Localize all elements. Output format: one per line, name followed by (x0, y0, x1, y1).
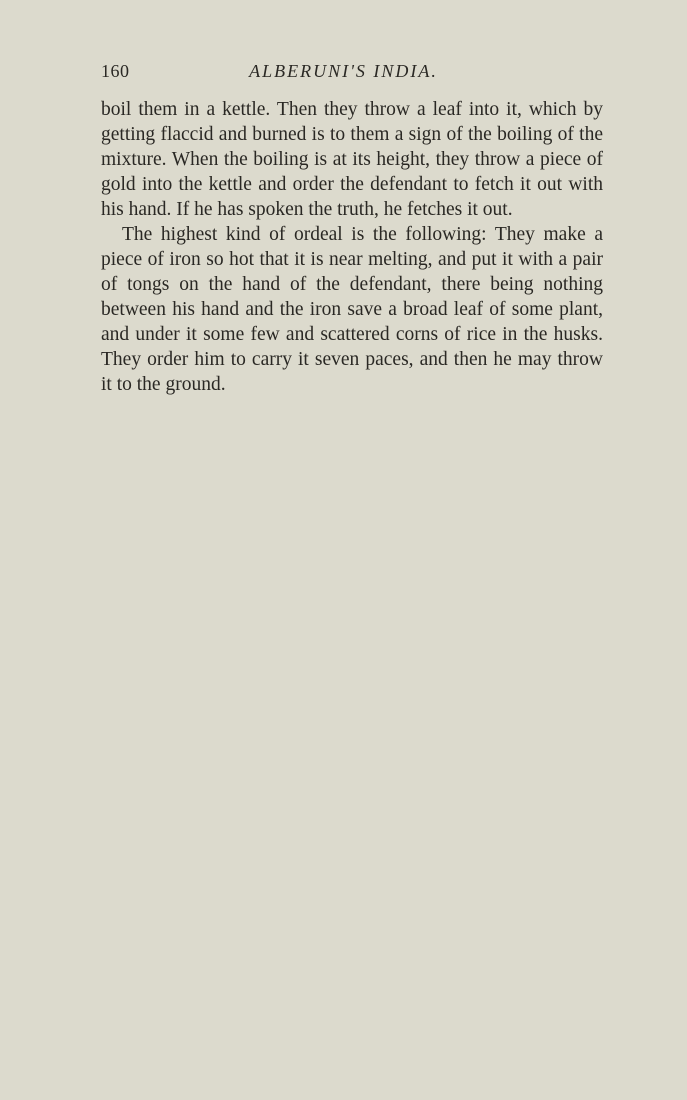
page-number: 160 (101, 61, 130, 81)
paragraph-ordeal: The highest kind of ordeal is the following: They make a piece of iron so hot that it is near melting, and put it with a pair of tongs on the hand of the defendant, there being nothing between his hand and the iron save a broad leaf of some plant, and under it some few and scattered corns of rice in the husks. They order him to carry it seven paces, and then he may throw it to the ground. (101, 224, 603, 395)
paragraph-continuation: boil them in a kettle. Then they throw a leaf into it, which by getting flaccid and burned is to them a sign of the boiling of the mixture. When the boiling is at its height, they throw a piece of gold into the kettle and order the defendant to fetch it out with his hand. If he has spoken the truth, he fetches it out. (101, 99, 603, 220)
body-text (101, 97, 603, 397)
running-title: ALBERUNI'S INDIA. (249, 61, 438, 81)
